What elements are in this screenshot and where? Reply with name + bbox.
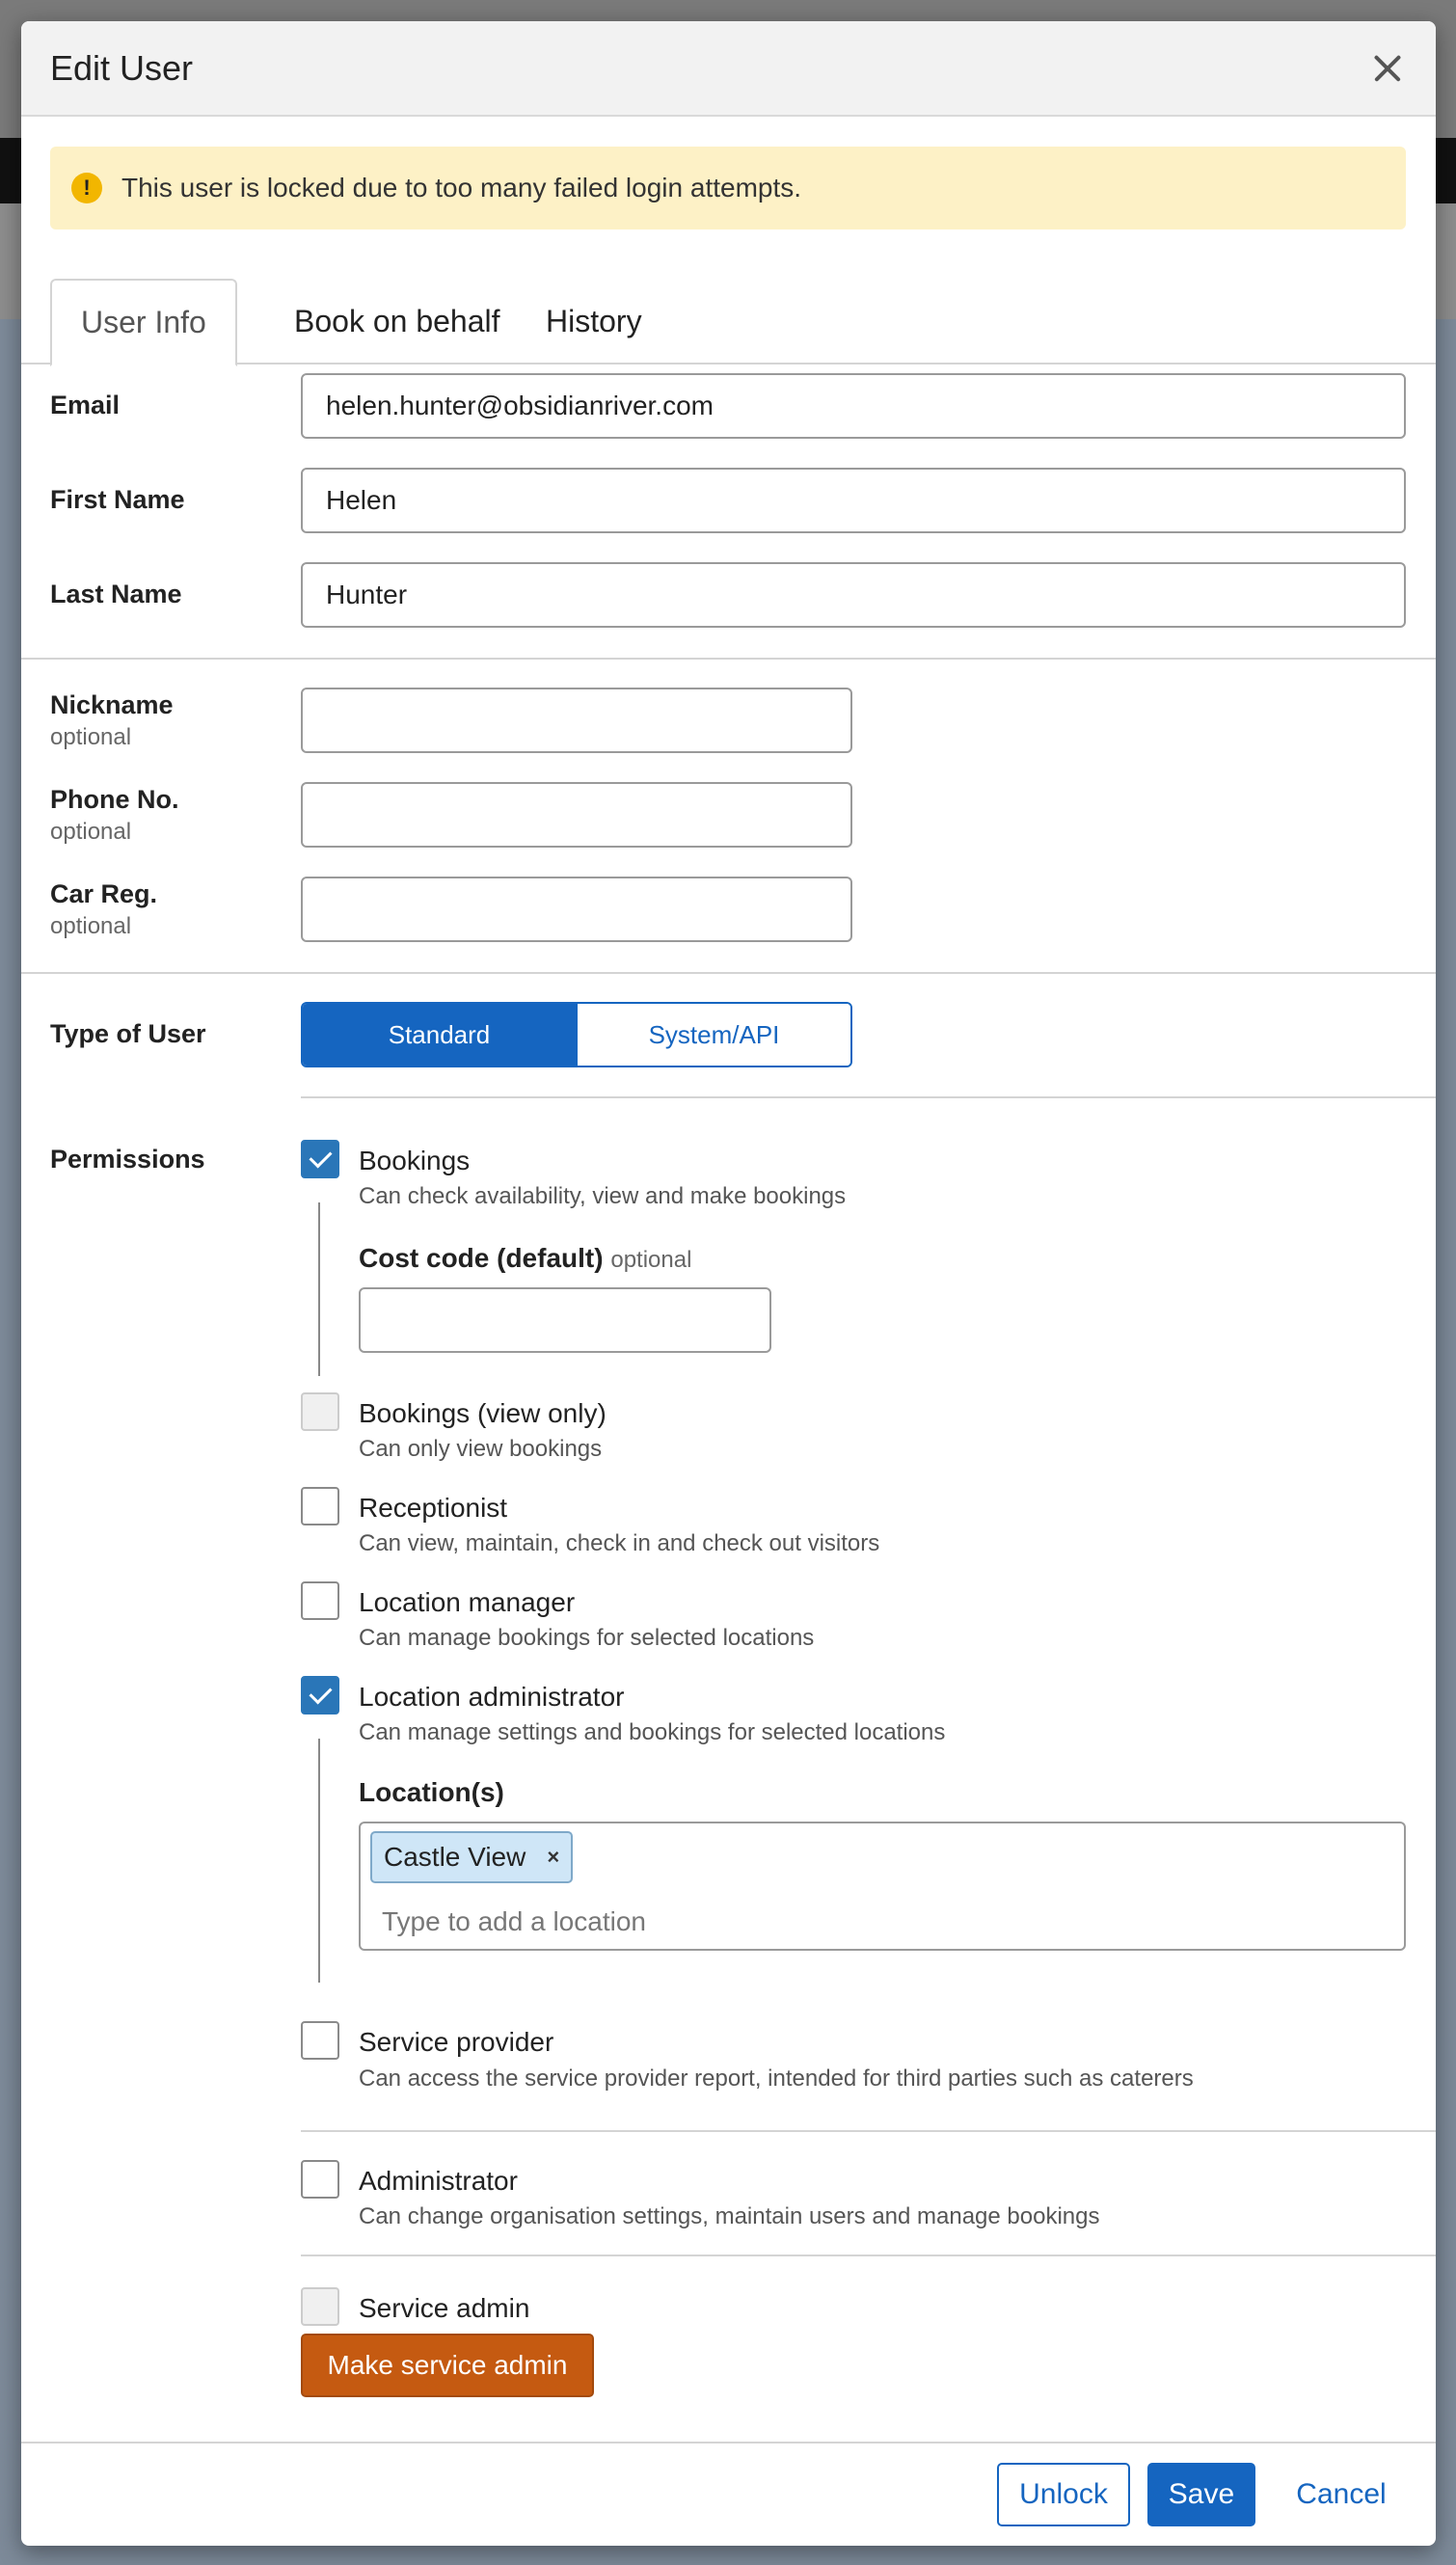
user-type-label: Type of User [50,1019,206,1048]
modal-header [21,21,1436,117]
last-name-input[interactable] [301,562,1406,628]
make-service-admin-button[interactable]: Make service admin [301,2334,594,2397]
bookings-view-only-checkbox[interactable] [301,1392,339,1431]
tab-history[interactable]: History [546,304,642,338]
nest-line [318,1202,320,1376]
receptionist-desc: Can view, maintain, check in and check out visitors [359,1530,880,1556]
location-tag-input[interactable] [359,1822,1406,1951]
phone-hint: optional [50,819,132,845]
receptionist-title: Receptionist [359,1493,508,1523]
permissions-label: Permissions [50,1145,205,1174]
divider [21,658,1436,660]
phone-label: Phone No. [50,785,179,814]
service-provider-title: Service provider [359,2027,554,2057]
location-manager-title: Location manager [359,1587,576,1617]
location-manager-checkbox[interactable] [301,1581,339,1620]
administrator-desc: Can change organisation settings, maintain users and manage bookings [359,2203,1100,2229]
service-provider-desc: Can access the service provider report, intended for third parties such as caterers [359,2066,1194,2092]
nest-line [318,1739,320,1983]
bookings-desc: Can check availability, view and make bookings [359,1183,847,1209]
alert-text: This user is locked due to too many failed login attempts. [121,173,802,202]
service-admin-title: Service admin [359,2293,530,2323]
first-name-label: First Name [50,485,185,514]
administrator-title: Administrator [359,2166,518,2196]
edit-user-modal [21,21,1436,2546]
email-label: Email [50,391,121,419]
exclamation-icon: ! [71,173,102,203]
administrator-checkbox[interactable] [301,2160,339,2199]
email-input[interactable] [301,373,1406,439]
location-input-placeholder[interactable]: Type to add a location [382,1906,646,1936]
location-admin-checkbox[interactable] [301,1676,339,1714]
unlock-button[interactable]: Unlock [997,2463,1130,2526]
car-reg-input[interactable] [301,877,852,942]
bookings-checkbox[interactable] [301,1140,339,1178]
tab-book-on-behalf[interactable]: Book on behalf [294,304,500,338]
cancel-button[interactable]: Cancel [1296,2478,1387,2510]
tab-bar [21,257,1436,364]
nickname-label: Nickname [50,690,174,719]
divider [21,972,1436,974]
locations-label: Location(s) [359,1777,504,1807]
divider [301,2130,1436,2132]
user-type-toggle [301,1002,852,1067]
car-reg-label: Car Reg. [50,879,158,908]
locked-alert [50,147,1406,230]
car-reg-hint: optional [50,913,132,939]
nickname-input[interactable] [301,688,852,753]
location-tag [370,1831,573,1883]
save-button[interactable]: Save [1147,2463,1255,2526]
location-admin-title: Location administrator [359,1682,625,1712]
phone-input[interactable] [301,782,852,848]
location-manager-desc: Can manage bookings for selected locations [359,1625,815,1651]
bookings-view-only-desc: Can only view bookings [359,1436,603,1462]
remove-tag-icon[interactable]: × [547,1845,560,1869]
bookings-view-only-title: Bookings (view only) [359,1398,607,1428]
close-icon[interactable] [1368,49,1407,88]
location-tag-label: Castle View [384,1842,526,1872]
divider [301,2254,1436,2256]
service-provider-checkbox[interactable] [301,2021,339,2060]
first-name-input[interactable] [301,468,1406,533]
system-api-option[interactable]: System/API [576,1004,850,1066]
modal-title: Edit User [50,47,194,88]
last-name-label: Last Name [50,580,182,608]
standard-option[interactable]: Standard [303,1004,576,1066]
nickname-hint: optional [50,724,132,750]
cost-code-label: Cost code (default) optional [359,1243,692,1273]
cost-code-input[interactable] [359,1287,771,1353]
receptionist-checkbox[interactable] [301,1487,339,1526]
divider [301,1096,1436,1098]
location-admin-desc: Can manage settings and bookings for selected locations [359,1719,946,1745]
footer-divider [21,2442,1436,2444]
bookings-title: Bookings [359,1146,471,1175]
service-admin-checkbox[interactable] [301,2287,339,2326]
tab-user-info[interactable]: User Info [50,279,237,366]
